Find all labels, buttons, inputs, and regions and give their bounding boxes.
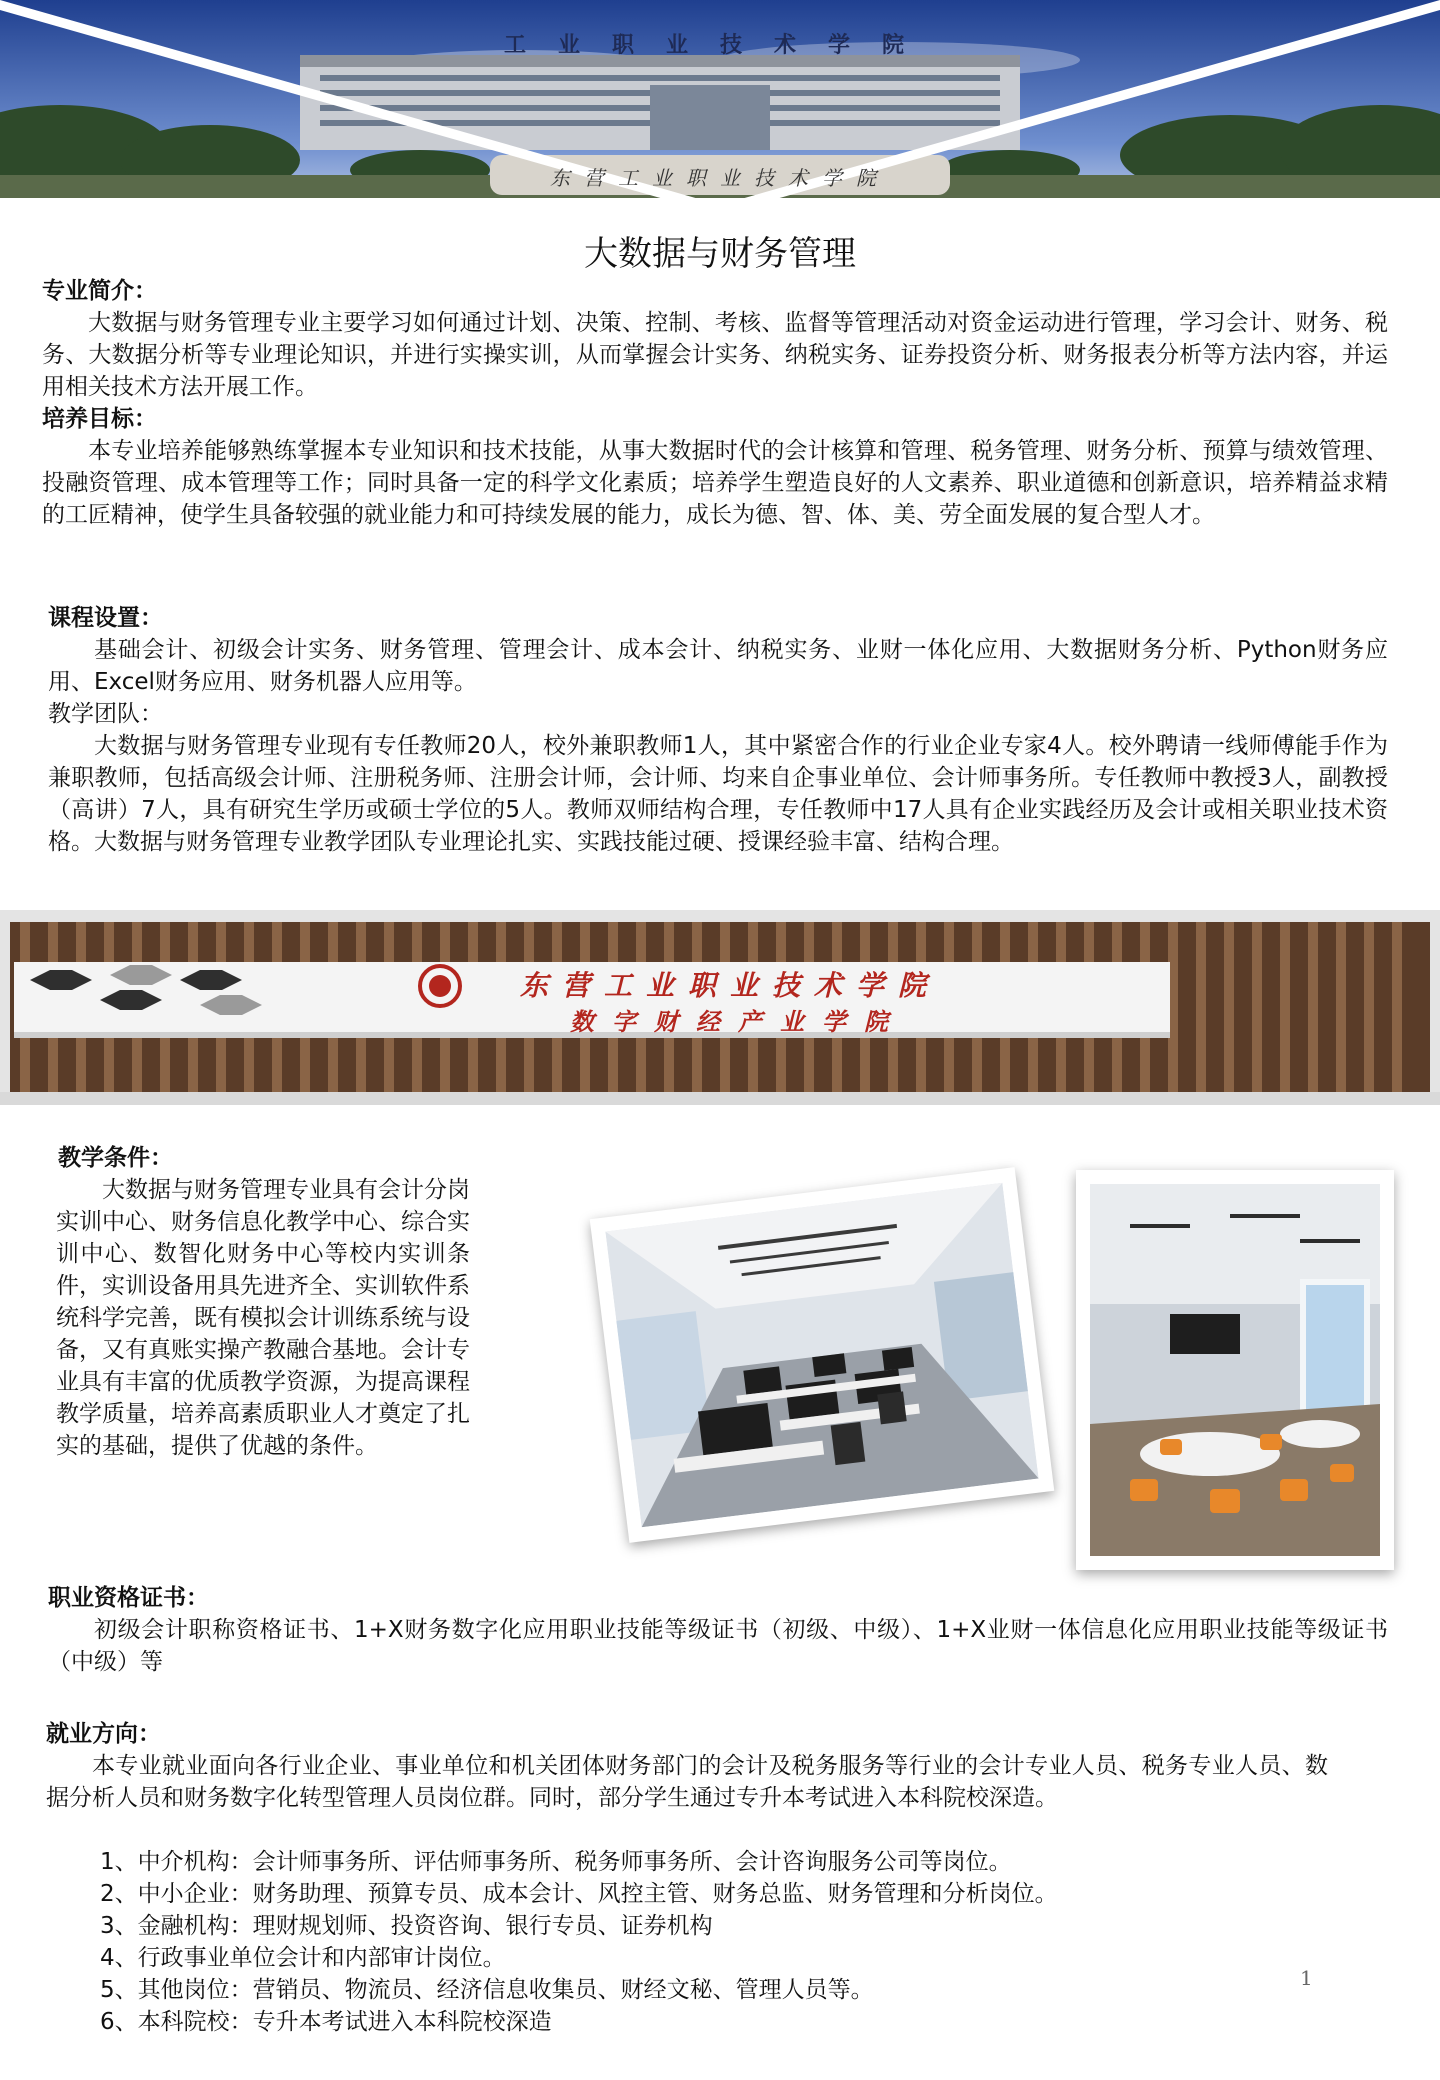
list-item: 5、其他岗位：营销员、物流员、经济信息收集员、财经文秘、管理人员等。 [100, 1977, 874, 2003]
training-room-photo [1076, 1170, 1394, 1570]
team-text: 大数据与财务管理专业现有专任教师20人，校外兼职教师1人，其中紧密合作的行业企业专家4人。校外聘请一线师傅能手作为兼职教师，包括高级会计师、注册税务师、注册会计师，会计师、均来自企事业单位、会计师事务所。专任教师中教授3人，副教授（高讲）7人，具有研究生学历或硕士学位的5人。教师双师结构合理，专任教师中17人具有企业实践经历及会计或相关职业技术资格。大数据与财务管理专业教学团队专业理论扎实、实践技能过硬、授课经验丰富、结构合理。 [48, 733, 1388, 855]
hall-sign-line1: 东营工业职业技术学院 [520, 969, 941, 1002]
page-number: 1 [1300, 1966, 1313, 1990]
certs-text: 初级会计职称资格证书、1+X财务数字化应用职业技能等级证书（初级、中级）、1+X业财一体信息化应用职业技能等级证书（中级）等 [48, 1617, 1388, 1675]
intro-text: 大数据与财务管理专业主要学习如何通过计划、决策、控制、考核、监督等管理活动对资金运动进行管理，学习会计、财务、税务、大数据分析等专业理论知识，并进行实操实训，从而掌握会计实务、纳税实务、证券投资分析、财务报表分析等方法内容，并运用相关技术方法开展工作。 [42, 310, 1388, 400]
header-banner-image [0, 0, 1440, 205]
hall-sign-line2: 数字财经产业学院 [570, 1008, 906, 1036]
list-item: 6、本科院校：专升本考试进入本科院校深造 [100, 2009, 552, 2035]
conditions-heading: 教学条件： [58, 1145, 173, 1171]
list-item: 4、行政事业单位会计和内部审计岗位。 [100, 1945, 506, 1971]
building-sign-text: 工业职业技术学院 [503, 33, 936, 58]
team-heading: 教学团队： [48, 701, 163, 727]
list-item: 1、中介机构：会计师事务所、评估师事务所、税务师事务所、会计咨询服务公司等岗位。 [100, 1849, 1012, 1875]
conditions-text: 大数据与财务管理专业具有会计分岗实训中心、财务信息化教学中心、综合实训中心、数智化财务中心等校内实训条件，实训设备用具先进齐全、实训软件系统科学完善，既有模拟会计训练系统与设备，又有真账实操产教融合基地。会计专业具有丰富的优质教学资源，为提高课程教学质量，培养高素质职业人才奠定了扎实的基础，提供了优越的条件。 [56, 1177, 470, 1459]
college-hall-image [0, 910, 1440, 1105]
stone-inscription-text: 东营工业职业技术学院 [550, 166, 890, 190]
courses-text: 基础会计、初级会计实务、财务管理、管理会计、成本会计、纳税实务、业财一体化应用、大数据财务分析、Python财务应用、Excel财务应用、财务机器人应用等。 [48, 637, 1388, 695]
courses-heading: 课程设置： [48, 605, 163, 631]
career-text: 本专业就业面向各行业企业、事业单位和机关团体财务部门的会计及税务服务等行业的会计专业人员、税务专业人员、数据分析人员和财务数字化转型管理人员岗位群。同时，部分学生通过专升本考试进入本科院校深造。 [46, 1753, 1328, 1811]
list-item: 3、金融机构：理财规划师、投资咨询、银行专员、证券机构 [100, 1913, 713, 1939]
page-title: 大数据与财务管理 [584, 234, 856, 274]
intro-heading: 专业简介： [42, 278, 157, 304]
certs-heading: 职业资格证书： [48, 1585, 209, 1611]
goal-heading: 培养目标： [42, 406, 157, 432]
career-list [100, 1846, 1300, 2038]
career-heading: 就业方向： [46, 1721, 161, 1747]
goal-text: 本专业培养能够熟练掌握本专业知识和技术技能，从事大数据时代的会计核算和管理、税务管理、财务分析、预算与绩效管理、投融资管理、成本管理等工作；同时具备一定的科学文化素质；培养学生塑造良好的人文素养、职业道德和创新意识，培养精益求精的工匠精神，使学生具备较强的就业能力和可持续发展的能力，成长为德、智、体、美、劳全面发展的复合型人才。 [42, 438, 1388, 528]
computer-lab-photo [590, 1167, 1055, 1543]
list-item: 2、中小企业：财务助理、预算专员、成本会计、风控主管、财务总监、财务管理和分析岗位。 [100, 1881, 1058, 1907]
